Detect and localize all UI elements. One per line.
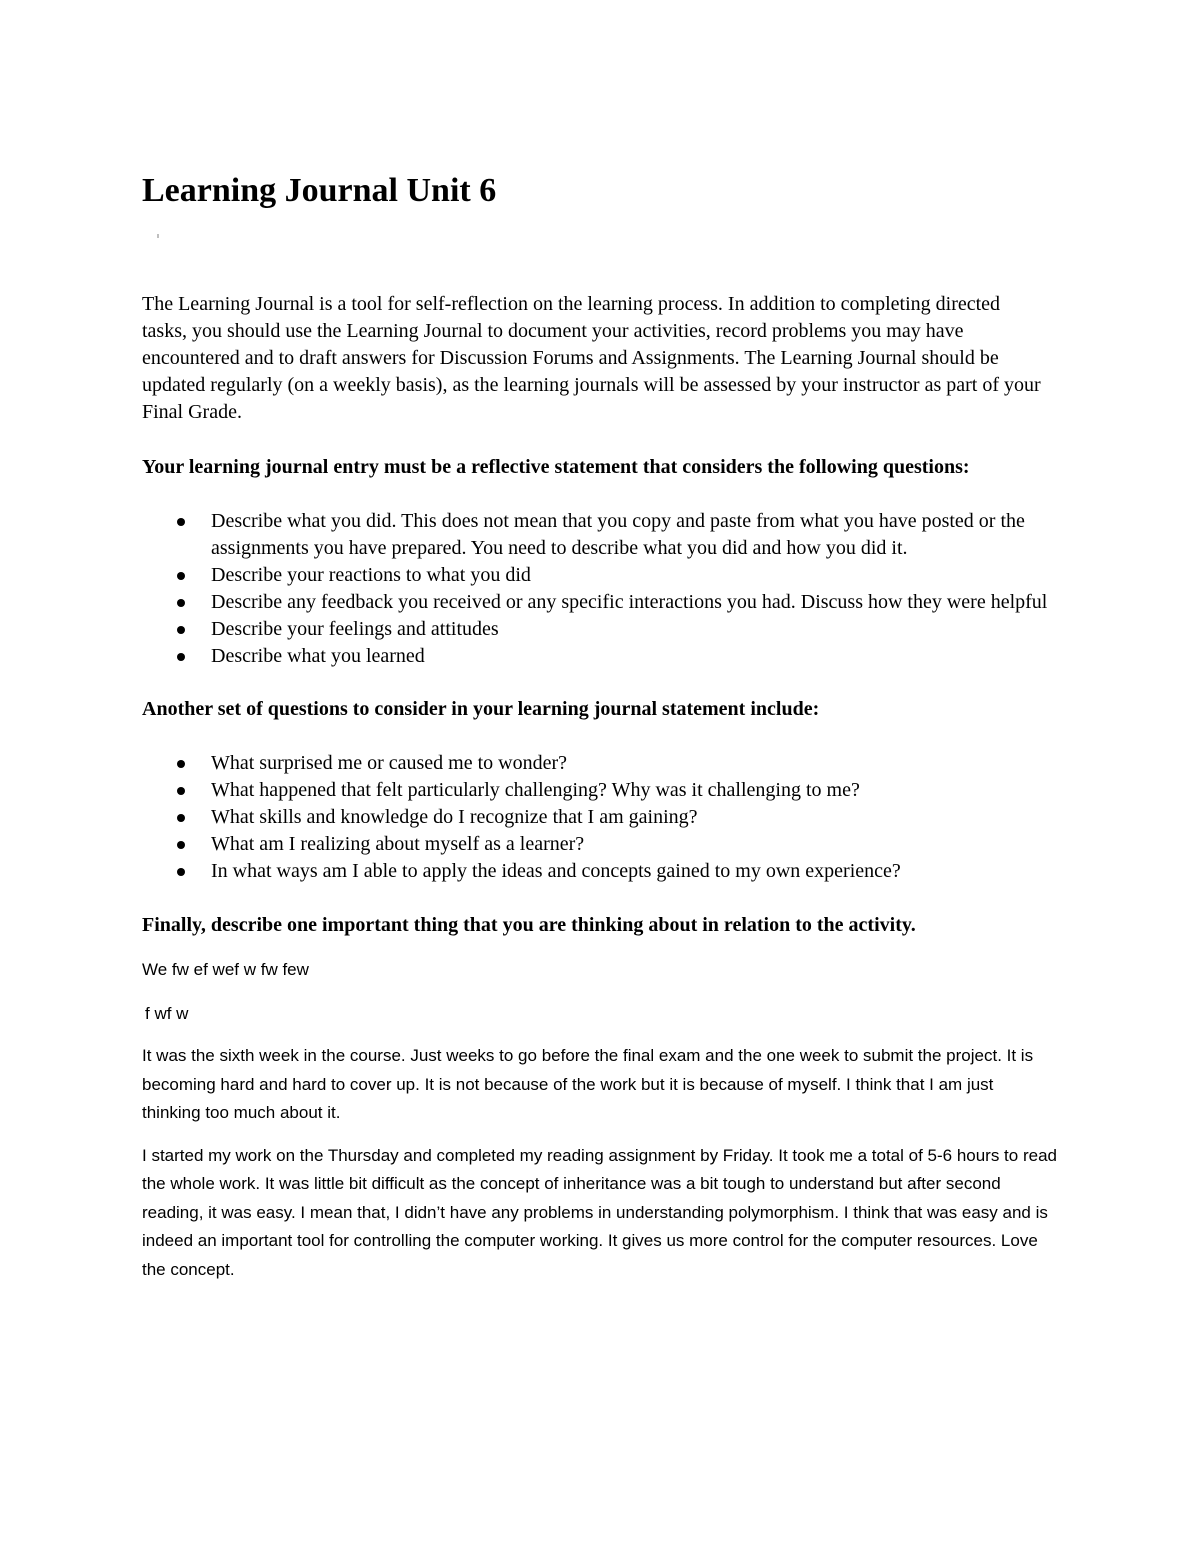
list-item-text: What skills and knowledge do I recognize that I am gaining? bbox=[211, 806, 698, 828]
response-line-2: f wf w bbox=[145, 1003, 189, 1023]
bullet-icon bbox=[177, 760, 185, 768]
response-paragraph-1: It was the sixth week in the course. Just weeks to go before the final exam and the one week to submit the project. It is becoming hard and hard to cover up. It is not because of the work but it is because of myself. I think that I am just thinking too much about it. bbox=[142, 1046, 1034, 1122]
document-title: Learning Journal Unit 6 bbox=[142, 172, 497, 209]
another-questions-heading: Another set of questions to consider in your learning journal statement include: bbox=[142, 698, 820, 720]
bullet-icon bbox=[177, 814, 185, 822]
list-item-text: Describe your feelings and attitudes bbox=[211, 618, 499, 640]
intro-paragraph: The Learning Journal is a tool for self-reflection on the learning process. In addition to completing directed tasks, you should use the Learning Journal to document your activities, record problems you may have encountered and to draft answers for Discussion Forums and Assignments. The Learning Journal should be updated regularly (on a weekly basis), as the learning journals will be assessed by your instructor as part of your Final Grade. bbox=[142, 293, 1041, 423]
list-item bbox=[142, 562, 1062, 589]
list-item bbox=[142, 589, 1062, 616]
list-item-text: Describe your reactions to what you did bbox=[211, 564, 531, 586]
response-paragraph-2: I started my work on the Thursday and completed my reading assignment by Friday. It took me a total of 5-6 hours to read the whole work. It was little bit difficult as the concept of inheritance was a bit tough to understand but after second reading, it was easy. I mean that, I didn’t have any problems in understanding polymorphism. I think that was easy and is indeed an important tool for controlling the computer working. It gives us more control for the computer resources. Love the concept. bbox=[142, 1145, 1057, 1279]
list-item-text: Describe what you did. This does not mean that you copy and paste from what you have posted or the assignments you have prepared. You need to describe what you did and how you did it. bbox=[211, 510, 1025, 559]
list-item bbox=[142, 750, 1062, 777]
list-item-text: Describe any feedback you received or any specific interactions you had. Discuss how they were helpful bbox=[211, 591, 1048, 613]
list-item bbox=[142, 508, 1062, 562]
list-item bbox=[142, 831, 1062, 858]
list-item-text: What surprised me or caused me to wonder? bbox=[211, 752, 567, 774]
list-item bbox=[142, 858, 1062, 885]
list-item bbox=[142, 804, 1062, 831]
list-item bbox=[142, 777, 1062, 804]
bullet-icon bbox=[177, 626, 185, 634]
bullet-icon bbox=[177, 572, 185, 580]
list-item-text: What am I realizing about myself as a learner? bbox=[211, 833, 585, 855]
document-body bbox=[142, 168, 1072, 1284]
reflection-questions-list bbox=[142, 508, 1062, 670]
bullet-icon bbox=[177, 599, 185, 607]
bullet-icon bbox=[177, 868, 185, 876]
bullet-icon bbox=[177, 518, 185, 526]
additional-questions-list bbox=[142, 750, 1062, 885]
bullet-icon bbox=[177, 653, 185, 661]
final-heading: Finally, describe one important thing that you are thinking about in relation to the activity. bbox=[142, 914, 916, 936]
bullet-icon bbox=[177, 841, 185, 849]
response-line-1: We fw ef wef w fw few bbox=[142, 960, 309, 979]
list-item bbox=[142, 616, 1062, 643]
list-item bbox=[142, 643, 1062, 670]
list-item-text: Describe what you learned bbox=[211, 645, 425, 667]
bullet-icon bbox=[177, 787, 185, 795]
questions-heading: Your learning journal entry must be a reflective statement that considers the following questions: bbox=[142, 456, 970, 478]
list-item-text: In what ways am I able to apply the ideas and concepts gained to my own experience? bbox=[211, 860, 901, 882]
list-item-text: What happened that felt particularly challenging? Why was it challenging to me? bbox=[211, 779, 860, 801]
